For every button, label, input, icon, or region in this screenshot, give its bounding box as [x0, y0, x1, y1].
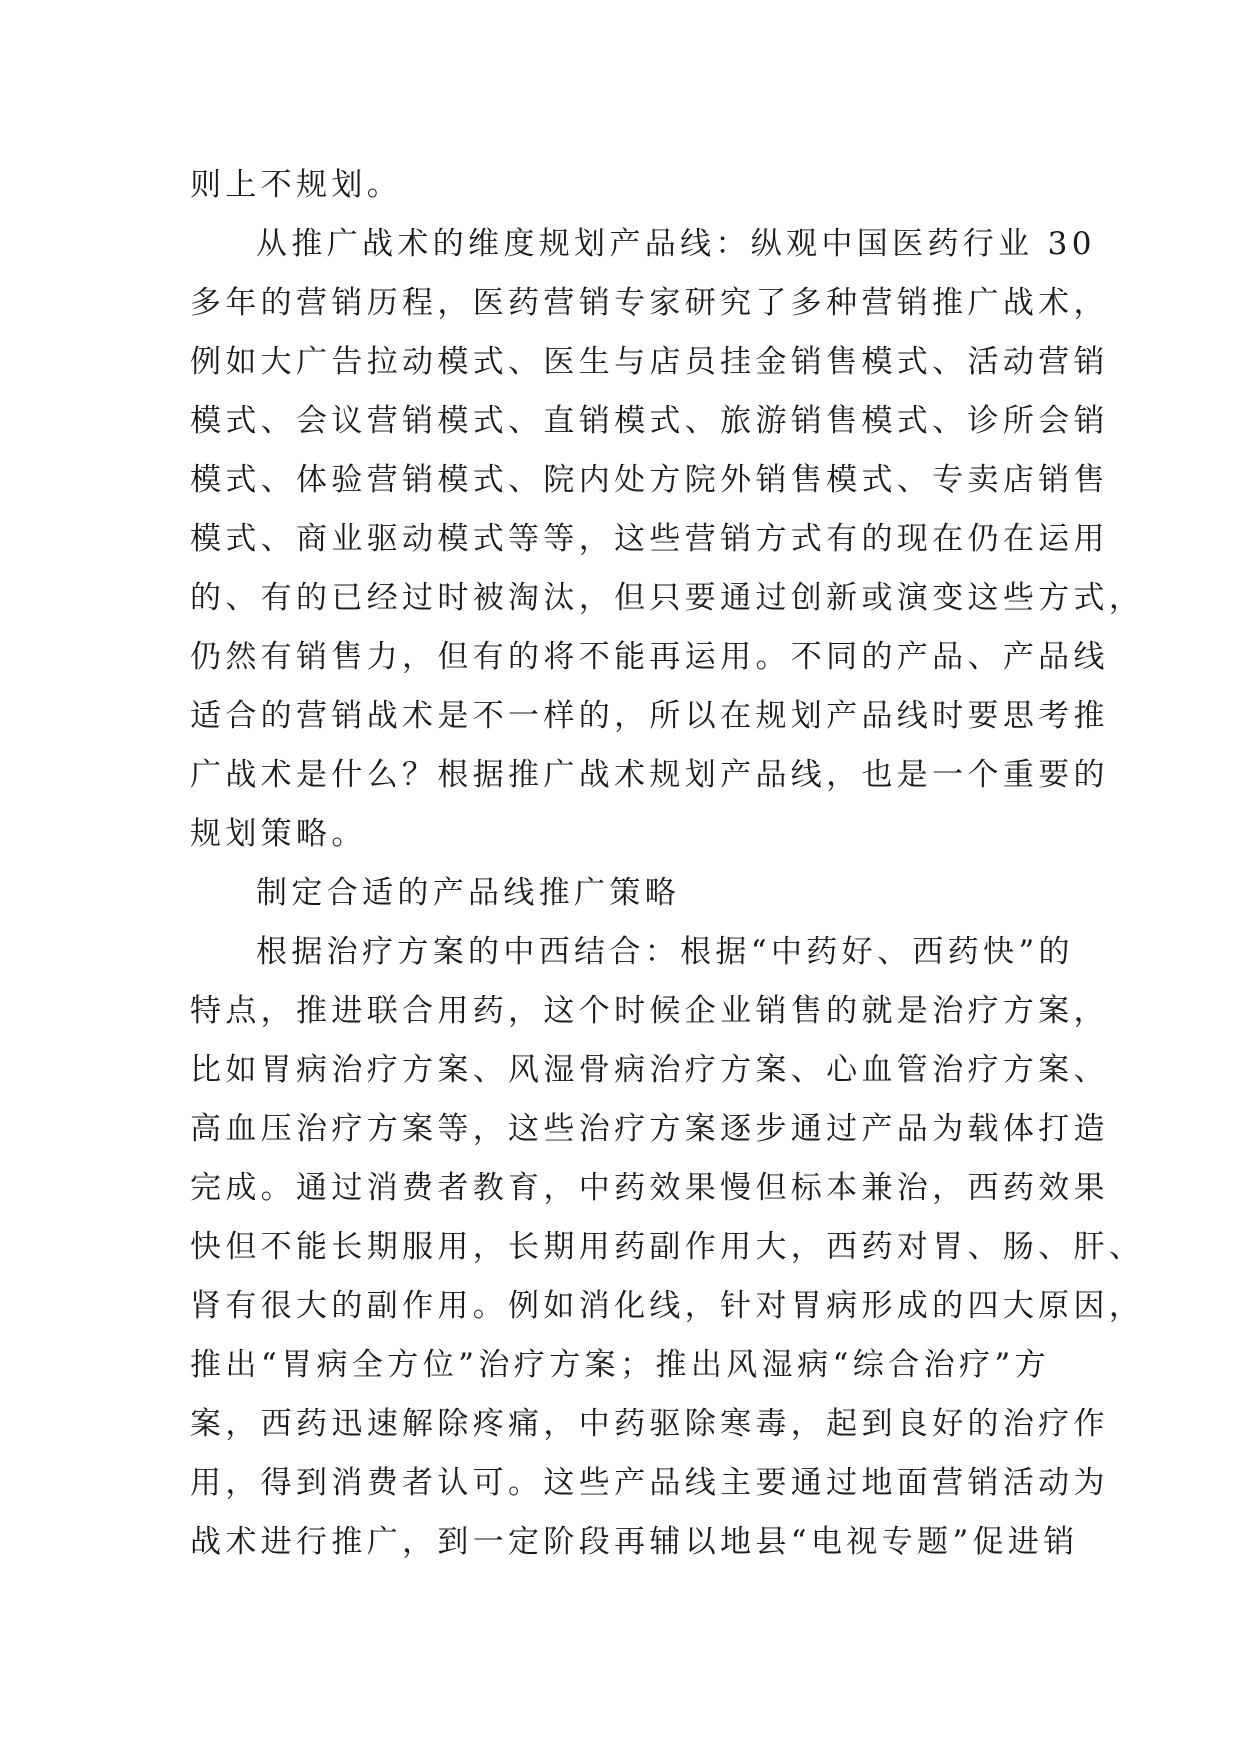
paragraph-continuation — [190, 156, 1050, 215]
text-line: 模式、体验营销模式、院内处方院外销售模式、专卖店销售 — [190, 462, 1109, 498]
text-line: 肾有很大的副作用。例如消化线，针对胃病形成的四大原因， — [190, 1288, 1145, 1324]
heading-line: 制定合适的产品线推广策略 — [256, 875, 681, 911]
body-text — [190, 156, 1145, 1572]
text-line: 特点，推进联合用药，这个时候企业销售的就是治疗方案， — [190, 993, 1109, 1029]
text-line: 规划策略。 — [190, 816, 367, 852]
text-line: 仍然有销售力，但有的将不能再运用。不同的产品、产品线 — [190, 639, 1109, 675]
text-line: 适合的营销战术是不一样的，所以在规划产品线时要思考推 — [190, 698, 1109, 734]
text-line: 用，得到消费者认可。这些产品线主要通过地面营销活动为 — [190, 1465, 1109, 1501]
paragraph-treatment-plan — [190, 923, 1145, 1572]
text-line: 推出“胃病全方位”治疗方案；推出风湿病“综合治疗”方 — [190, 1347, 1050, 1383]
text-line: 高血压治疗方案等，这些治疗方案逐步通过产品为载体打造 — [190, 1111, 1109, 1147]
text-line: 的、有的已经过时被淘汰，但只要通过创新或演变这些方式， — [190, 580, 1145, 616]
text-line: 广战术是什么？根据推广战术规划产品线，也是一个重要的 — [190, 757, 1109, 793]
paragraph-promotion-tactics — [190, 215, 1145, 864]
text-line: 根据治疗方案的中西结合：根据“中药好、西药快”的 — [256, 934, 1074, 970]
text-line: 比如胃病治疗方案、风湿骨病治疗方案、心血管治疗方案、 — [190, 1052, 1109, 1088]
text-line: 模式、商业驱动模式等等，这些营销方式有的现在仍在运用 — [190, 521, 1109, 557]
text-line: 完成。通过消费者教育，中药效果慢但标本兼治，西药效果 — [190, 1170, 1109, 1206]
text-line: 模式、会议营销模式、直销模式、旅游销售模式、诊所会销 — [190, 403, 1109, 439]
text-line: 则上不规划。 — [190, 167, 403, 203]
text-line: 战术进行推广，到一定阶段再辅以地县“电视专题”促进销 — [190, 1524, 1079, 1560]
text-line: 案，西药迅速解除疼痛，中药驱除寒毒，起到良好的治疗作 — [190, 1406, 1109, 1442]
text-line: 多年的营销历程，医药营销专家研究了多种营销推广战术， — [190, 285, 1109, 321]
text-line: 快但不能长期服用，长期用药副作用大，西药对胃、肠、肝、 — [190, 1229, 1145, 1265]
text-line: 例如大广告拉动模式、医生与店员挂金销售模式、活动营销 — [190, 344, 1109, 380]
section-heading — [190, 864, 1050, 923]
text-line: 从推广战术的维度规划产品线：纵观中国医药行业 30 — [256, 226, 1096, 262]
